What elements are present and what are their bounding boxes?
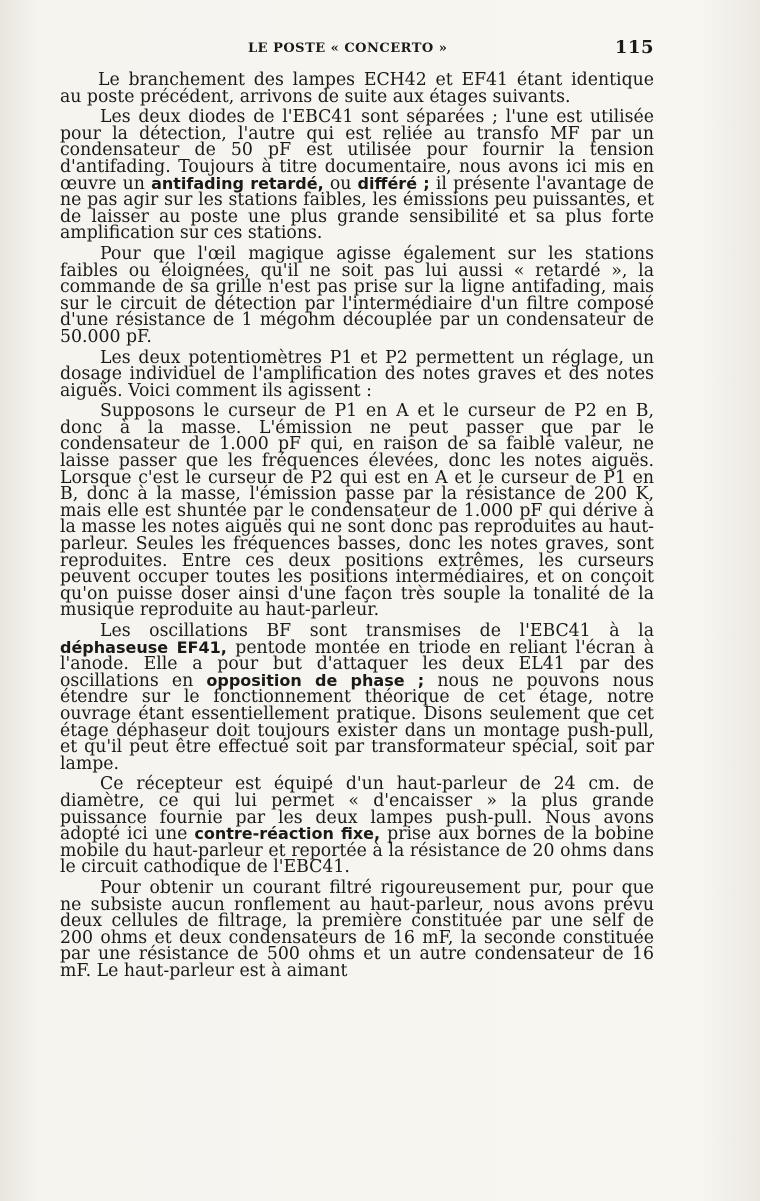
emphasis-opposition-de-phase: opposition de phase ; [206,670,425,690]
paragraph-5: Supposons le curseur de P1 en A et le curseur de P2 en B, donc à la masse. L'émission ne peut passer que par le condensateur de 1.000 pF qui, en raison de sa faible valeur, ne laisse passer que les fréquences élevées, donc les notes aiguës. Lorsque c'est le curseur de P2 qui est en A et le curseur de P1 en B, donc à la masse, l'émission passe par la résistance de 200 K, mais elle est shuntée par le condensateur de 1.000 pF qui dérive à la masse les notes aiguës qui ne sont donc pas reproduites au haut-parleur. Seules les fréquences basses, donc les notes graves, sont reproduites. Entre ces deux positions extrêmes, les curseurs peuvent occuper toutes les positions intermédiaires, et on conçoit qu'on puisse doser ainsi d'une façon très souple la tonalité de la musique reproduite au haut-parleur. [60,401,654,621]
page-number: 115 [614,37,654,58]
emphasis-differe: différé ; [357,173,430,193]
paragraph-3: Pour que l'œil magique agisse également sur les stations faibles ou éloignées, qu'il ne soit pas lui aussi « retardé », la commande de sa grille n'est pas prise sur la ligne antifading, mais sur le circuit de détection par l'intermédiaire d'un filtre composé d'une résistance de 1 mégohm découplée par un condensateur de 50.000 pF. [60,243,654,347]
running-title: LE POSTE « CONCERTO » [248,41,448,56]
body-text [60,72,654,983]
emphasis-contre-reaction: contre-réaction fixe, [194,824,381,844]
emphasis-dephaseuse: déphaseuse EF41, [60,637,227,657]
emphasis-antifading-retarde: antifading retardé, [151,173,324,193]
paragraph-2: Les deux diodes de l'EBC41 sont séparées ; l'une est utilisée pour la détection, l'autre qui est reliée au transfo MF par un condensateur de 50 pF est utilisée pour fournir la tension d'antifading. Toujours à titre documentaire, nous avons ici mis en œuvre un antifading retardé, ou différé ; il présente l'avantage de ne pas agir sur les stations faibles, les émissions peu puissantes, et de laisser au poste une plus grande sensibilité et sa plus forte amplification sur ces stations. [60,107,655,244]
paragraph-1: Le branchement des lampes ECH42 et EF41 étant identique au poste précédent, arrivons de suite aux étages suivants. [60,70,654,107]
paragraph-6: Les oscillations BF sont transmises de l'EBC41 à la déphaseuse EF41, pentode montée en triode en reliant l'écran à l'anode. Elle a pour but d'attaquer les deux EL41 par des oscillations en opposition de phase ; nous ne pouvons nous étendre sur le fonctionnement théorique de cet étage, notre ouvrage étant essentiellement pratique. Disons seulement que cet étage déphaseur doit toujours exister dans un montage push-pull, et qu'il peut être effectué soit par transformateur spécial, soit par lampe. [60,621,654,774]
page-header [0,36,760,60]
paragraph-8: Pour obtenir un courant filtré rigoureusement pur, pour que ne subsiste aucun ronflement au haut-parleur, nous avons prévu deux cellules de filtrage, la première constituée par une self de 200 ohms et deux condensateurs de 16 mF, la seconde constituée par une résistance de 500 ohms et un autre condensateur de 16 mF. Le haut-parleur est à aimant [60,877,654,981]
paragraph-7: Ce récepteur est équipé d'un haut-parleur de 24 cm. de diamètre, ce qui lui permet « d'encaisser » la plus grande puissance fournie par les deux lampes push-pull. Nous avons adopté ici une contre-réaction fixe, prise aux bornes de la bobine mobile du haut-parleur et reportée à la résistance de 20 ohms dans le circuit cathodique de l'EBC41. [60,774,655,878]
paragraph-4: Les deux potentiomètres P1 et P2 permettent un réglage, un dosage individuel de l'amplification des notes graves et des notes aiguës. Voici comment ils agissent : [60,347,654,401]
